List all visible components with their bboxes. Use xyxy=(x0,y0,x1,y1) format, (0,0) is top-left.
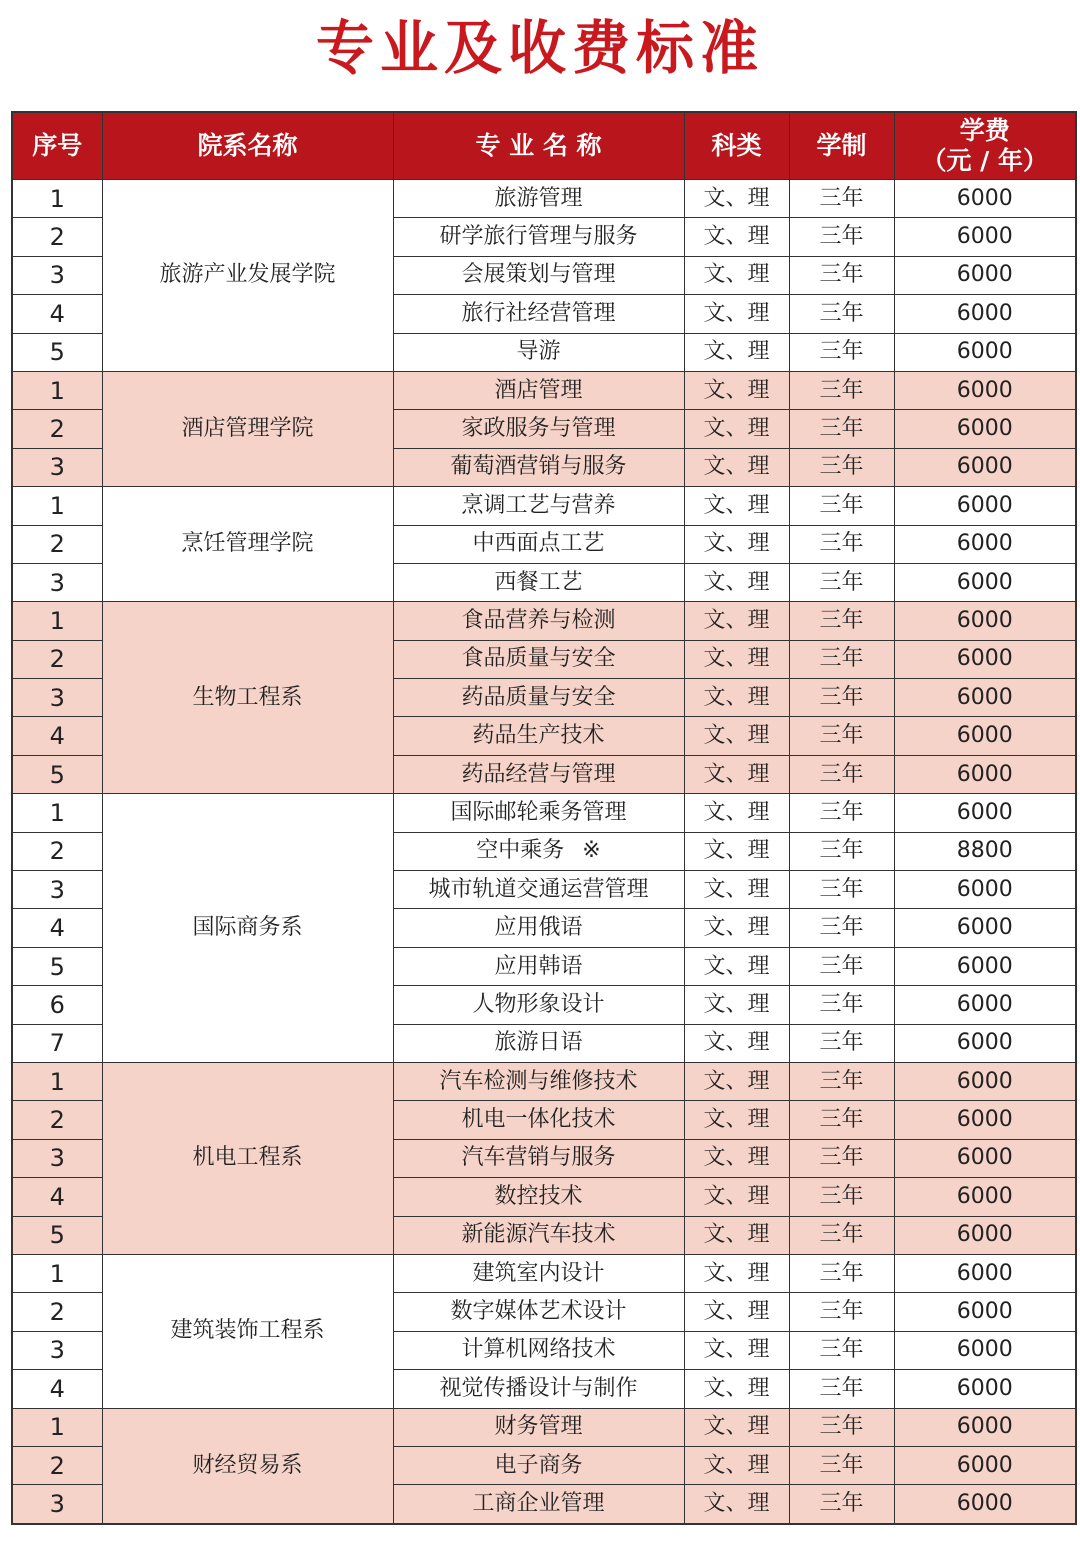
major-name: 药品质量与安全 xyxy=(461,684,616,710)
duration-cell: 三年 xyxy=(789,1062,894,1100)
subject-cell: 文、理 xyxy=(684,717,789,755)
college-cell: 酒店管理学院 xyxy=(102,371,393,486)
major-cell xyxy=(393,986,684,1024)
seq-cell: 3 xyxy=(12,871,102,909)
major-cell xyxy=(393,1178,684,1216)
seq-cell: 2 xyxy=(12,410,102,448)
fee-cell: 6000 xyxy=(894,679,1076,717)
major-cell xyxy=(393,602,684,640)
table-row xyxy=(12,487,1076,525)
fee-cell: 6000 xyxy=(894,1485,1076,1524)
major-name: 数字媒体艺术设计 xyxy=(450,1299,627,1325)
fee-cell: 6000 xyxy=(894,1024,1076,1062)
subject-cell: 文、理 xyxy=(684,602,789,640)
subject-cell: 文、理 xyxy=(684,1370,789,1408)
duration-cell: 三年 xyxy=(789,525,894,563)
duration-cell: 三年 xyxy=(789,371,894,409)
major-cell xyxy=(393,180,684,218)
seq-cell: 2 xyxy=(12,1293,102,1331)
duration-cell: 三年 xyxy=(789,410,894,448)
subject-cell: 文、理 xyxy=(684,794,789,832)
major-name: 汽车检测与维修技术 xyxy=(439,1068,638,1094)
major-cell xyxy=(393,909,684,947)
fee-cell: 6000 xyxy=(894,602,1076,640)
subject-cell: 文、理 xyxy=(684,1101,789,1139)
major-name: 电子商务 xyxy=(494,1452,583,1478)
major-cell xyxy=(393,1293,684,1331)
major-cell xyxy=(393,295,684,333)
fee-cell: 6000 xyxy=(894,180,1076,218)
subject-cell: 文、理 xyxy=(684,333,789,371)
subject-cell: 文、理 xyxy=(684,832,789,870)
duration-cell: 三年 xyxy=(789,1446,894,1484)
duration-cell: 三年 xyxy=(789,755,894,793)
fee-table xyxy=(11,111,1077,1525)
subject-cell: 文、理 xyxy=(684,947,789,985)
fee-cell: 8800 xyxy=(894,832,1076,870)
fee-cell: 6000 xyxy=(894,448,1076,486)
fee-cell: 6000 xyxy=(894,1062,1076,1100)
major-name: 旅游管理 xyxy=(494,185,583,211)
major-cell xyxy=(393,410,684,448)
header-college: 院系名称 xyxy=(102,112,393,180)
table-row xyxy=(12,794,1076,832)
major-name: 应用韩语 xyxy=(494,953,583,979)
duration-cell: 三年 xyxy=(789,295,894,333)
subject-cell: 文、理 xyxy=(684,1062,789,1100)
college-cell: 建筑装饰工程系 xyxy=(102,1254,393,1408)
duration-cell: 三年 xyxy=(789,1408,894,1446)
duration-cell: 三年 xyxy=(789,487,894,525)
duration-cell: 三年 xyxy=(789,602,894,640)
major-name: 药品经营与管理 xyxy=(461,761,616,787)
header-major: 专 业 名 称 xyxy=(393,112,684,180)
subject-cell: 文、理 xyxy=(684,1024,789,1062)
seq-cell: 1 xyxy=(12,794,102,832)
fee-cell: 6000 xyxy=(894,1254,1076,1292)
major-cell xyxy=(393,755,684,793)
duration-cell: 三年 xyxy=(789,1139,894,1177)
fee-cell: 6000 xyxy=(894,371,1076,409)
fee-cell: 6000 xyxy=(894,295,1076,333)
fee-cell: 6000 xyxy=(894,947,1076,985)
major-name: 药品生产技术 xyxy=(472,723,605,749)
college-cell: 国际商务系 xyxy=(102,794,393,1063)
major-cell xyxy=(393,1408,684,1446)
major-cell xyxy=(393,871,684,909)
major-name: 会展策划与管理 xyxy=(461,262,616,288)
seq-cell: 1 xyxy=(12,487,102,525)
major-name: 葡萄酒营销与服务 xyxy=(450,454,627,480)
major-cell xyxy=(393,1062,684,1100)
major-cell xyxy=(393,525,684,563)
fee-cell: 6000 xyxy=(894,1178,1076,1216)
header-fee-unit: （元 / 年） xyxy=(921,146,1049,175)
duration-cell: 三年 xyxy=(789,947,894,985)
subject-cell: 文、理 xyxy=(684,1216,789,1254)
major-cell xyxy=(393,1331,684,1369)
major-cell xyxy=(393,794,684,832)
major-cell xyxy=(393,1216,684,1254)
fee-cell: 6000 xyxy=(894,986,1076,1024)
seq-cell: 1 xyxy=(12,1062,102,1100)
major-name: 新能源汽车技术 xyxy=(461,1222,616,1248)
table-row xyxy=(12,1062,1076,1100)
seq-cell: 1 xyxy=(12,371,102,409)
major-name: 数控技术 xyxy=(494,1183,583,1209)
seq-cell: 2 xyxy=(12,525,102,563)
duration-cell: 三年 xyxy=(789,832,894,870)
fee-cell: 6000 xyxy=(894,871,1076,909)
duration-cell: 三年 xyxy=(789,256,894,294)
fee-cell: 6000 xyxy=(894,563,1076,601)
fee-cell: 6000 xyxy=(894,1216,1076,1254)
subject-cell: 文、理 xyxy=(684,986,789,1024)
major-cell xyxy=(393,1024,684,1062)
college-cell: 机电工程系 xyxy=(102,1062,393,1254)
fee-cell: 6000 xyxy=(894,487,1076,525)
duration-cell: 三年 xyxy=(789,1293,894,1331)
subject-cell: 文、理 xyxy=(684,640,789,678)
major-name: 食品营养与检测 xyxy=(461,607,616,633)
subject-cell: 文、理 xyxy=(684,1293,789,1331)
major-cell xyxy=(393,679,684,717)
major-name: 酒店管理 xyxy=(494,377,583,403)
header-fee xyxy=(894,112,1076,180)
subject-cell: 文、理 xyxy=(684,218,789,256)
major-name: 建筑室内设计 xyxy=(472,1260,605,1286)
fee-cell: 6000 xyxy=(894,794,1076,832)
duration-cell: 三年 xyxy=(789,1485,894,1524)
subject-cell: 文、理 xyxy=(684,180,789,218)
major-name: 旅行社经营管理 xyxy=(461,300,616,326)
duration-cell: 三年 xyxy=(789,1254,894,1292)
duration-cell: 三年 xyxy=(789,1216,894,1254)
seq-cell: 3 xyxy=(12,563,102,601)
fee-cell: 6000 xyxy=(894,525,1076,563)
seq-cell: 4 xyxy=(12,295,102,333)
seq-cell: 4 xyxy=(12,717,102,755)
fee-cell: 6000 xyxy=(894,218,1076,256)
major-cell xyxy=(393,1485,684,1524)
subject-cell: 文、理 xyxy=(684,909,789,947)
major-name: 人物形象设计 xyxy=(472,991,605,1017)
major-name: 财务管理 xyxy=(494,1414,583,1440)
table-row xyxy=(12,602,1076,640)
subject-cell: 文、理 xyxy=(684,525,789,563)
college-cell: 财经贸易系 xyxy=(102,1408,393,1524)
seq-cell: 2 xyxy=(12,218,102,256)
subject-cell: 文、理 xyxy=(684,448,789,486)
header-fee-label: 学费 xyxy=(959,116,1010,145)
duration-cell: 三年 xyxy=(789,333,894,371)
major-cell xyxy=(393,1370,684,1408)
table-row xyxy=(12,1408,1076,1446)
major-cell xyxy=(393,947,684,985)
major-cell xyxy=(393,1446,684,1484)
duration-cell: 三年 xyxy=(789,563,894,601)
major-name: 汽车营销与服务 xyxy=(461,1145,616,1171)
major-name: 空中乘务 xyxy=(476,838,565,864)
seq-cell: 1 xyxy=(12,1408,102,1446)
table-header-row xyxy=(12,112,1076,180)
seq-cell: 7 xyxy=(12,1024,102,1062)
duration-cell: 三年 xyxy=(789,1024,894,1062)
fee-cell: 6000 xyxy=(894,717,1076,755)
duration-cell: 三年 xyxy=(789,640,894,678)
subject-cell: 文、理 xyxy=(684,371,789,409)
subject-cell: 文、理 xyxy=(684,1331,789,1369)
note-mark: ※ xyxy=(582,838,601,864)
duration-cell: 三年 xyxy=(789,448,894,486)
seq-cell: 2 xyxy=(12,1446,102,1484)
major-name: 家政服务与管理 xyxy=(461,416,616,442)
subject-cell: 文、理 xyxy=(684,563,789,601)
major-name: 烹调工艺与营养 xyxy=(461,492,616,518)
seq-cell: 3 xyxy=(12,1485,102,1524)
fee-cell: 6000 xyxy=(894,1370,1076,1408)
major-cell xyxy=(393,832,684,870)
duration-cell: 三年 xyxy=(789,909,894,947)
seq-cell: 6 xyxy=(12,986,102,1024)
fee-cell: 6000 xyxy=(894,909,1076,947)
major-name: 计算机网络技术 xyxy=(461,1337,616,1363)
major-name: 城市轨道交通运营管理 xyxy=(428,876,649,902)
duration-cell: 三年 xyxy=(789,1370,894,1408)
subject-cell: 文、理 xyxy=(684,1254,789,1292)
seq-cell: 5 xyxy=(12,1216,102,1254)
subject-cell: 文、理 xyxy=(684,1139,789,1177)
major-cell xyxy=(393,563,684,601)
major-name: 中西面点工艺 xyxy=(472,531,605,557)
fee-cell: 6000 xyxy=(894,410,1076,448)
subject-cell: 文、理 xyxy=(684,410,789,448)
major-cell xyxy=(393,717,684,755)
duration-cell: 三年 xyxy=(789,986,894,1024)
seq-cell: 1 xyxy=(12,180,102,218)
major-cell xyxy=(393,1254,684,1292)
fee-cell: 6000 xyxy=(894,755,1076,793)
major-name: 国际邮轮乘务管理 xyxy=(450,799,627,825)
college-cell: 烹饪管理学院 xyxy=(102,487,393,602)
seq-cell: 4 xyxy=(12,1370,102,1408)
subject-cell: 文、理 xyxy=(684,679,789,717)
duration-cell: 三年 xyxy=(789,1101,894,1139)
duration-cell: 三年 xyxy=(789,1331,894,1369)
seq-cell: 4 xyxy=(12,909,102,947)
fee-cell: 6000 xyxy=(894,1331,1076,1369)
seq-cell: 2 xyxy=(12,832,102,870)
seq-cell: 3 xyxy=(12,448,102,486)
seq-cell: 5 xyxy=(12,755,102,793)
college-cell: 生物工程系 xyxy=(102,602,393,794)
fee-cell: 6000 xyxy=(894,256,1076,294)
seq-cell: 5 xyxy=(12,333,102,371)
major-cell xyxy=(393,1139,684,1177)
table-row xyxy=(12,1254,1076,1292)
fee-cell: 6000 xyxy=(894,1446,1076,1484)
major-name: 机电一体化技术 xyxy=(461,1107,616,1133)
subject-cell: 文、理 xyxy=(684,755,789,793)
fee-cell: 6000 xyxy=(894,333,1076,371)
subject-cell: 文、理 xyxy=(684,871,789,909)
header-subject: 科类 xyxy=(684,112,789,180)
seq-cell: 1 xyxy=(12,1254,102,1292)
subject-cell: 文、理 xyxy=(684,1408,789,1446)
major-name: 旅游日语 xyxy=(494,1030,583,1056)
major-cell xyxy=(393,371,684,409)
major-name: 研学旅行管理与服务 xyxy=(439,224,638,250)
major-name: 应用俄语 xyxy=(494,915,583,941)
seq-cell: 3 xyxy=(12,1139,102,1177)
duration-cell: 三年 xyxy=(789,717,894,755)
fee-cell: 6000 xyxy=(894,640,1076,678)
seq-cell: 3 xyxy=(12,679,102,717)
seq-cell: 4 xyxy=(12,1178,102,1216)
major-cell xyxy=(393,640,684,678)
header-duration: 学制 xyxy=(789,112,894,180)
table-row xyxy=(12,371,1076,409)
duration-cell: 三年 xyxy=(789,218,894,256)
subject-cell: 文、理 xyxy=(684,256,789,294)
seq-cell: 2 xyxy=(12,640,102,678)
major-cell xyxy=(393,256,684,294)
major-cell xyxy=(393,1101,684,1139)
fee-cell: 6000 xyxy=(894,1101,1076,1139)
subject-cell: 文、理 xyxy=(684,1178,789,1216)
table-row xyxy=(12,180,1076,218)
major-cell xyxy=(393,218,684,256)
seq-cell: 1 xyxy=(12,602,102,640)
seq-cell: 3 xyxy=(12,256,102,294)
major-name: 西餐工艺 xyxy=(494,569,583,595)
fee-cell: 6000 xyxy=(894,1293,1076,1331)
major-name: 食品质量与安全 xyxy=(461,646,616,672)
major-cell xyxy=(393,333,684,371)
duration-cell: 三年 xyxy=(789,180,894,218)
seq-cell: 2 xyxy=(12,1101,102,1139)
header-seq: 序号 xyxy=(12,112,102,180)
duration-cell: 三年 xyxy=(789,794,894,832)
major-name: 导游 xyxy=(516,339,561,365)
major-cell xyxy=(393,487,684,525)
major-name: 工商企业管理 xyxy=(472,1490,605,1516)
table-body xyxy=(12,180,1076,1524)
duration-cell: 三年 xyxy=(789,679,894,717)
major-name: 视觉传播设计与制作 xyxy=(439,1375,638,1401)
college-cell: 旅游产业发展学院 xyxy=(102,180,393,372)
major-cell xyxy=(393,448,684,486)
duration-cell: 三年 xyxy=(789,871,894,909)
subject-cell: 文、理 xyxy=(684,1485,789,1524)
subject-cell: 文、理 xyxy=(684,487,789,525)
fee-cell: 6000 xyxy=(894,1408,1076,1446)
seq-cell: 5 xyxy=(12,947,102,985)
fee-cell: 6000 xyxy=(894,1139,1076,1177)
subject-cell: 文、理 xyxy=(684,295,789,333)
subject-cell: 文、理 xyxy=(684,1446,789,1484)
duration-cell: 三年 xyxy=(789,1178,894,1216)
page-title: 专业及收费标准 xyxy=(315,14,764,82)
seq-cell: 3 xyxy=(12,1331,102,1369)
